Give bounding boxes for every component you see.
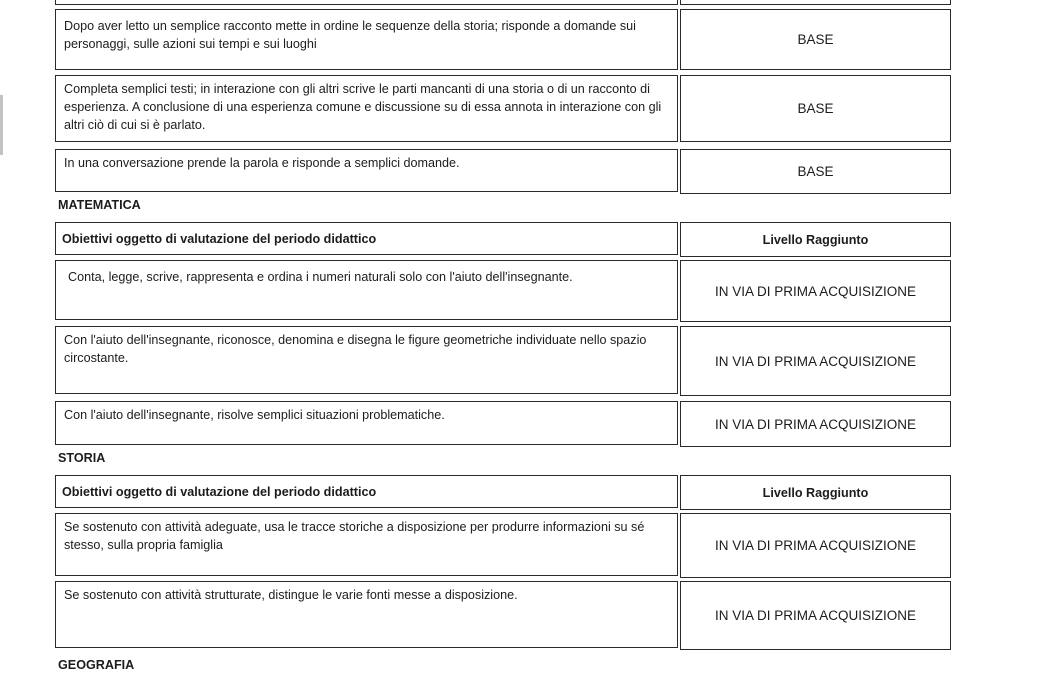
objective-text: Se sostenuto con attività strutturate, distingue le varie fonti messe a disposizione. [64, 588, 518, 602]
level-value: IN VIA DI PRIMA ACQUISIZIONE [714, 608, 917, 623]
level-value: IN VIA DI PRIMA ACQUISIZIONE [714, 283, 917, 299]
table-header-objectives [55, 475, 678, 508]
table-row-level [680, 9, 951, 70]
table-row-level [680, 75, 951, 142]
table-row-objective [55, 326, 678, 394]
table-row-cut [680, 0, 951, 5]
level-value: IN VIA DI PRIMA ACQUISIZIONE [714, 416, 917, 432]
level-value: BASE [797, 164, 834, 179]
table-row-level [680, 260, 951, 322]
objective-text: Dopo aver letto un semplice racconto mette in ordine le sequenze della storia; risponde a domande sui personaggi, sulle azioni sui tempi e sui luoghi [64, 19, 636, 51]
table-row-objective [55, 513, 678, 576]
objective-text: Completa semplici testi; in interazione con gli altri scrive le parti mancanti di una storia o di un racconto di esperienza. A conclusione di una esperienza comune e discussione su di essa annota in interazione con gli altri ciò di cui si è parlato. [64, 82, 662, 132]
table-header-level [680, 222, 951, 257]
table-row-objective [55, 149, 678, 192]
objective-text: Con l'aiuto dell'insegnante, riconosce, denomina e disegna le figure geometriche individuate nello spazio circostante. [64, 333, 647, 365]
section-title-matematica: MATEMATICA [58, 198, 141, 212]
table-row-objective [55, 75, 678, 142]
table-row-objective [55, 581, 678, 648]
objective-text: Se sostenuto con attività adeguate, usa le tracce storiche a disposizione per produrre informazioni su sé stesso, sulla propria famiglia [64, 520, 645, 552]
table-header-level [680, 475, 951, 510]
header-level-label: Livello Raggiunto [762, 485, 869, 500]
table-row-level [680, 326, 951, 396]
table-row-cut [55, 0, 678, 5]
table-row-objective [55, 9, 678, 70]
section-title-storia: STORIA [58, 451, 106, 465]
table-row-objective [55, 260, 678, 320]
table-header-objectives [55, 222, 678, 255]
level-value: BASE [797, 101, 834, 116]
header-level-label: Livello Raggiunto [762, 232, 869, 247]
level-value: BASE [797, 32, 834, 47]
level-value: IN VIA DI PRIMA ACQUISIZIONE [714, 353, 917, 369]
section-title-geografia: GEOGRAFIA [58, 658, 135, 672]
header-objectives-label: Obiettivi oggetto di valutazione del periodo didattico [62, 231, 377, 246]
table-row-objective [55, 401, 678, 445]
level-value: IN VIA DI PRIMA ACQUISIZIONE [714, 538, 917, 553]
header-objectives-label: Obiettivi oggetto di valutazione del periodo didattico [62, 484, 377, 499]
table-row-level [680, 401, 951, 447]
objective-text: Con l'aiuto dell'insegnante, risolve semplici situazioni problematiche. [64, 408, 445, 422]
objective-text: Conta, legge, scrive, rappresenta e ordina i numeri naturali solo con l'aiuto dell'insegnante. [68, 270, 573, 284]
table-row-level [680, 513, 951, 578]
objective-text: In una conversazione prende la parola e risponde a semplici domande. [64, 156, 460, 170]
table-row-level [680, 581, 951, 650]
table-row-level [680, 149, 951, 194]
scan-edge-mark [0, 95, 3, 155]
